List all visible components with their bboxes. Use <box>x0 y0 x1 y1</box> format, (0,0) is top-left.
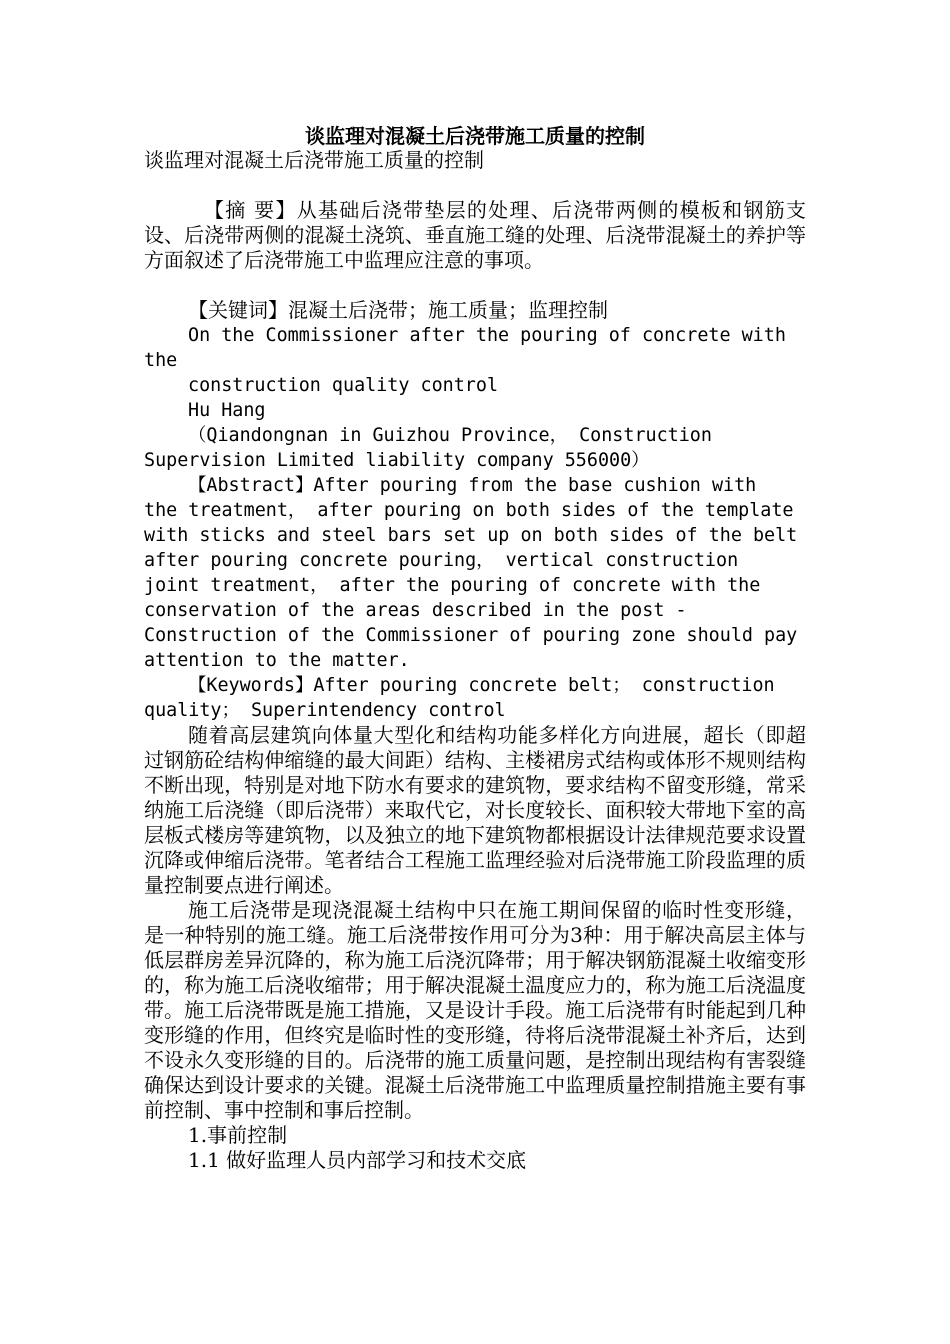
keywords-en-line-2: quality； Superintendency control <box>144 700 506 721</box>
abstract-en-line-1: 【Abstract】After pouring from the base cushion with <box>188 475 757 496</box>
body-paragraph-1: 随着高层建筑向体量大型化和结构功能多样化方向进展，超长（即超过钢筋砼结构伸缩缝的最大间距）结构、主楼裙房式结构或体形不规则结构不断出现，特别是对地下防水有要求的建筑物，要求结构不留变形缝，常采纳施工后浇缝（即后浇带）来取代它，对长度较长、面积较大带地下室的高层板式楼房等建筑物，以及独立的地下建筑物都根据设计法律规范要求设置沉降或伸缩后浇带。笔者结合工程施工监理经验对后浇带施工阶段监理的质量控制要点进行阐述。 <box>144 723 806 897</box>
abstract-en-line-8: attention to the matter. <box>144 650 410 671</box>
en-title-line-1: On the Commissioner after the pouring of concrete with <box>188 325 786 346</box>
keywords-en-line-1: 【Keywords】After pouring concrete belt； construction <box>188 675 775 696</box>
abstract-en-line-3: with sticks and steel bars set up on both sides of the belt <box>144 525 798 546</box>
en-title-line-2: the <box>144 350 178 371</box>
document-title: 谈监理对混凝土后浇带施工质量的控制 <box>305 124 645 148</box>
body-paragraph-2: 施工后浇带是现浇混凝土结构中只在施工期间保留的临时性变形缝，是一种特别的施工缝。施工后浇带按作用可分为3种：用于解决高层主体与低层群房差异沉降的，称为施工后浇沉降带；用于解决钢筋混凝土收缩变形的，称为施工后浇收缩带；用于解决混凝土温度应力的，称为施工后浇温度带。施工后浇带既是施工措施，又是设计手段。施工后浇带有时能起到几种变形缝的作用，但终究是临时性的变形缝，待将后浇带混凝土补齐后，达到不设永久变形缝的目的。后浇带的施工质量问题，是控制出现结构有害裂缝确保达到设计要求的关键。混凝土后浇带施工中监理质量控制措施主要有事前控制、事中控制和事后控制。 <box>144 898 806 1122</box>
section-heading-1-1: 1.1 做好监理人员内部学习和技术交底 <box>188 1148 527 1172</box>
abstract-en-line-2: the treatment， after pouring on both sides of the template <box>144 500 794 521</box>
abstract-en-line-6: conservation of the areas described in the post - <box>144 600 687 621</box>
section-heading-1: 1.事前控制 <box>188 1123 288 1147</box>
author: Hu Hang <box>188 400 266 421</box>
en-title-line-3: construction quality control <box>188 375 499 396</box>
keywords-cn: 【关键词】混凝土后浇带；施工质量；监理控制 <box>188 298 608 322</box>
abstract-en-line-4: after pouring concrete pouring， vertical construction <box>144 550 739 571</box>
abstract-en-line-7: Construction of the Commissioner of pouring zone should pay <box>144 625 798 646</box>
affiliation-line-1: （Qiandongnan in Guizhou Province， Construction <box>188 425 712 446</box>
abstract-en-line-5: joint treatment， after the pouring of concrete with the <box>144 575 761 596</box>
abstract-cn: 【摘 要】从基础后浇带垫层的处理、后浇带两侧的模板和钢筋支设、后浇带两侧的混凝土浇筑、垂直施工缝的处理、后浇带混凝土的养护等方面叙述了后浇带施工中监理应注意的事项。 <box>144 198 806 272</box>
affiliation-line-2: Supervision Limited liability company 556000） <box>144 450 650 471</box>
document-body <box>144 148 806 1173</box>
subtitle: 谈监理对混凝土后浇带施工质量的控制 <box>144 148 484 172</box>
